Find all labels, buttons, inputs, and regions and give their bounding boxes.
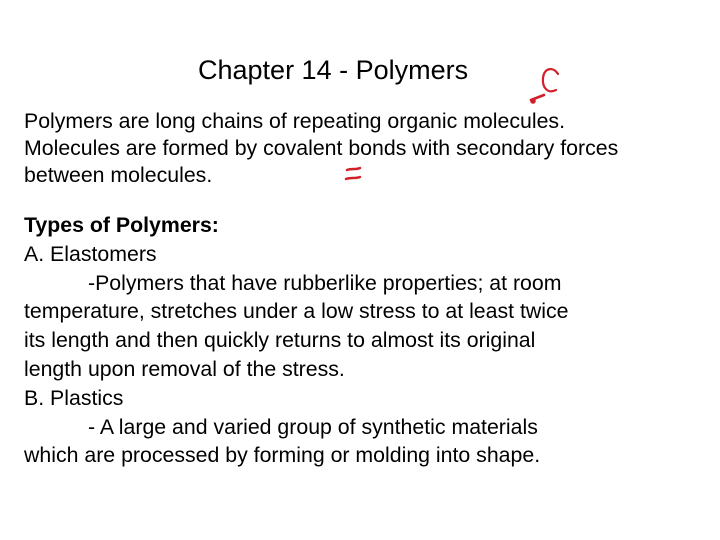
intro-paragraph bbox=[24, 108, 714, 189]
handwritten-dash-stroke bbox=[531, 95, 544, 100]
handwritten-c-stroke bbox=[543, 69, 558, 91]
handwritten-c-mark bbox=[530, 69, 558, 104]
elastomers-description-line: -Polymers that have rubberlike properties; at room bbox=[88, 270, 562, 295]
types-heading: Types of Polymers: bbox=[24, 213, 219, 237]
polymer-types-section bbox=[24, 211, 704, 470]
plastics-label: B. Plastics bbox=[24, 385, 124, 410]
elastomers-description-line: its length and then quickly returns to almost its original bbox=[24, 328, 536, 353]
elastomers-description-line: temperature, stretches under a low stress to at least twice bbox=[24, 299, 569, 324]
page-title: Chapter 14 - Polymers bbox=[198, 55, 469, 85]
intro-line: Molecules are formed by covalent bonds with secondary forces bbox=[24, 136, 619, 160]
elastomers-description-line: length upon removal of the stress. bbox=[24, 356, 345, 381]
intro-line: between molecules. bbox=[24, 163, 213, 187]
intro-line: Polymers are long chains of repeating organic molecules. bbox=[24, 109, 565, 133]
elastomers-label: A. Elastomers bbox=[24, 241, 157, 266]
plastics-description-line: which are processed by forming or molding into shape. bbox=[24, 443, 541, 468]
handwritten-dot bbox=[530, 98, 536, 104]
plastics-description-line: - A large and varied group of synthetic materials bbox=[88, 414, 538, 439]
